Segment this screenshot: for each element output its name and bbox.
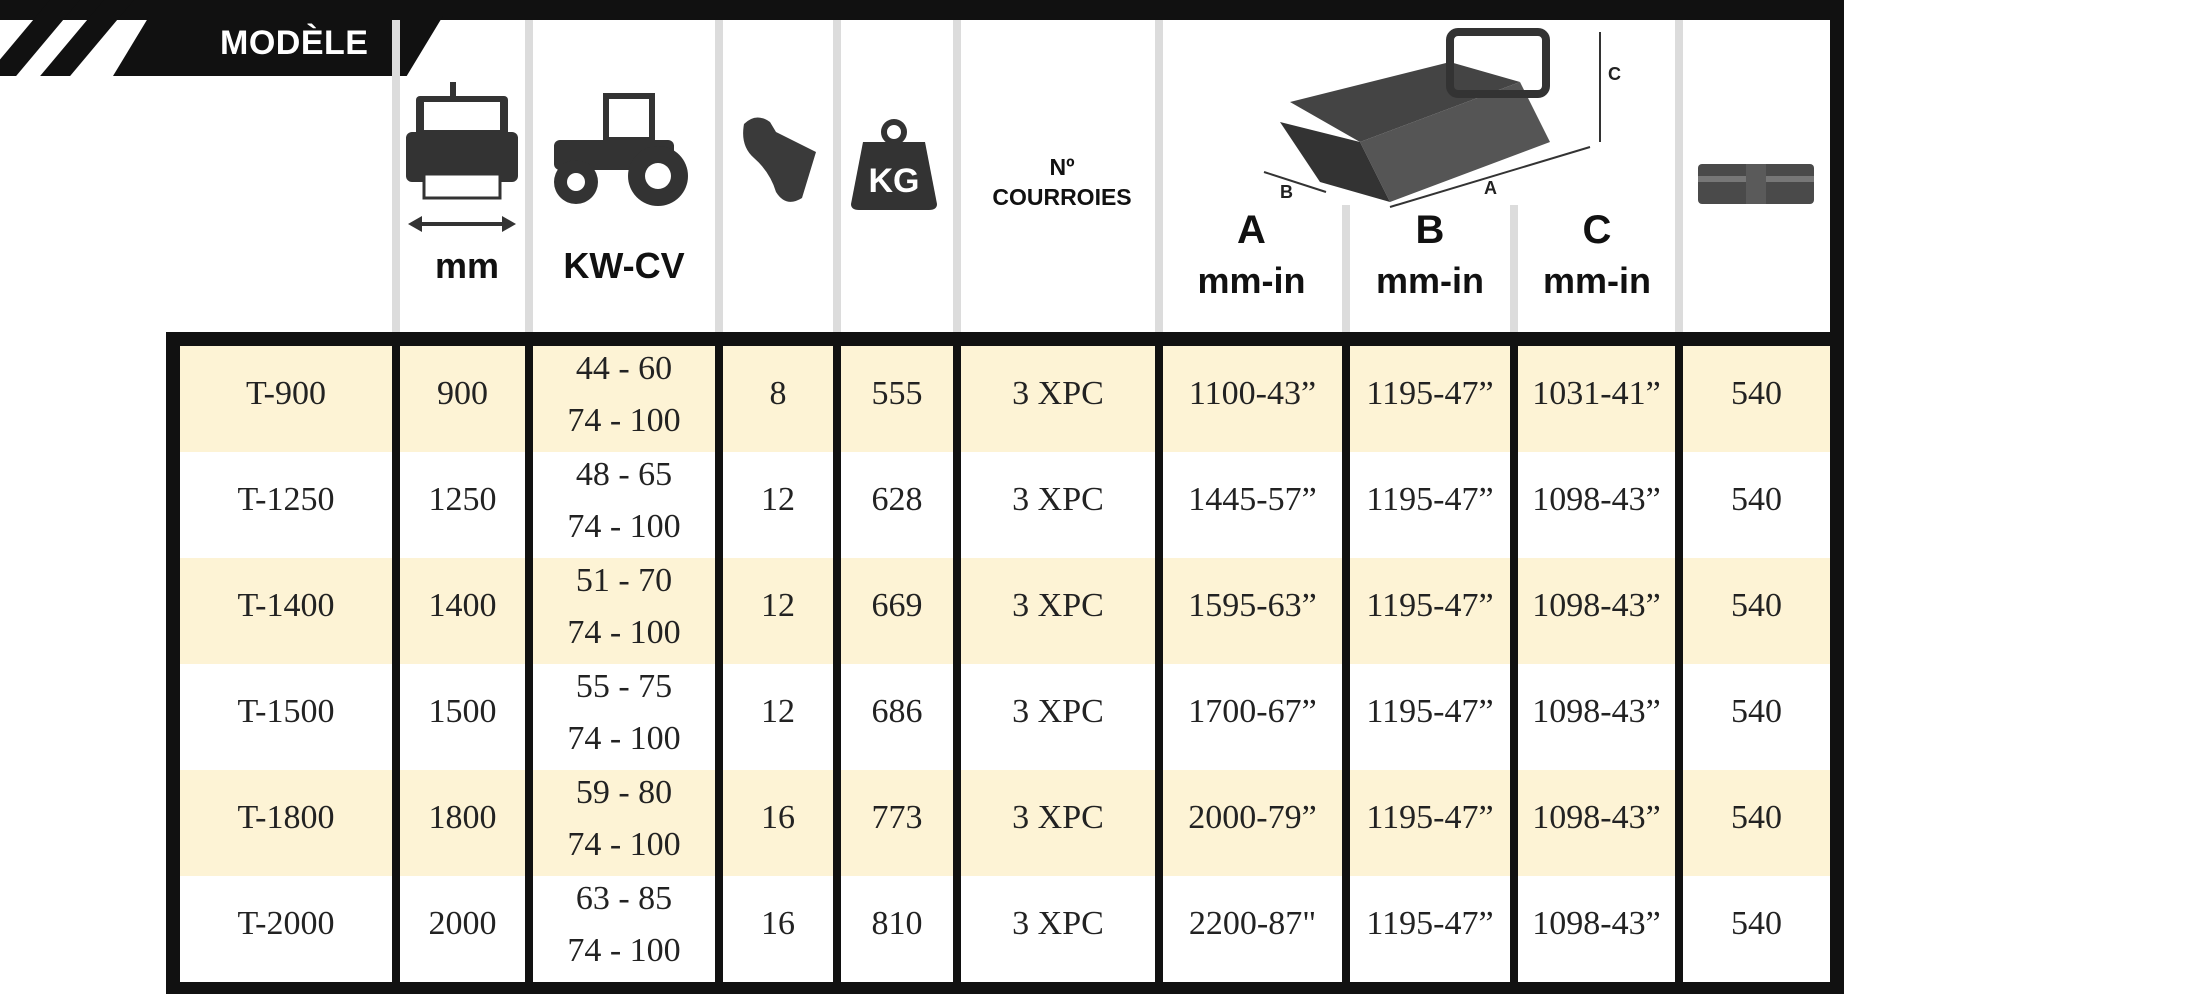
dim-b-letter: B (1415, 208, 1445, 252)
cell-dim-a: 1100-43” (1188, 375, 1317, 412)
cell-kw: 51 - 70 (575, 562, 673, 599)
cell-model: T-2000 (237, 905, 335, 942)
header-divider (1342, 205, 1350, 332)
cell-cv: 74 - 100 (567, 402, 681, 439)
cell-weight: 628 (871, 481, 923, 518)
cell-width: 2000 (428, 905, 497, 942)
cell-kw: 48 - 65 (575, 456, 673, 493)
dim-a-letter: A (1237, 208, 1266, 252)
cell-blades: 12 (761, 481, 795, 518)
cell-model: T-1500 (237, 693, 335, 730)
width-unit-label: mm (434, 245, 500, 286)
cell-pto: 540 (1731, 375, 1782, 412)
dim-c-letter: C (1582, 208, 1612, 252)
weight-icon-label: KG (868, 162, 920, 200)
belts-header-line1: Nº (1049, 154, 1075, 180)
cell-blades: 16 (761, 905, 795, 942)
cell-pto: 540 (1731, 693, 1782, 730)
cell-kw: 59 - 80 (575, 774, 673, 811)
cell-belts: 3 XPC (1012, 481, 1104, 518)
hammer-blade-icon (736, 112, 822, 208)
cell-belts: 3 XPC (1012, 587, 1104, 624)
header-divider (1675, 20, 1683, 332)
cell-pto: 540 (1731, 587, 1782, 624)
cell-blades: 16 (761, 799, 795, 836)
cell-weight: 810 (871, 905, 923, 942)
tractor-side-icon (546, 90, 696, 210)
cell-pto: 540 (1731, 481, 1782, 518)
cell-belts: 3 XPC (1012, 693, 1104, 730)
cell-kw: 63 - 85 (575, 880, 673, 917)
cell-width: 1400 (428, 587, 497, 624)
header-divider (392, 20, 400, 332)
mulcher-dimensions-diagram (1260, 22, 1621, 212)
cell-blades: 12 (761, 693, 795, 730)
cell-dim-b: 1195-47” (1366, 693, 1494, 730)
cell-cv: 74 - 100 (567, 932, 681, 969)
header-divider (833, 20, 841, 332)
column-divider (392, 332, 400, 994)
belts-header-line2: COURROIES (992, 184, 1132, 210)
cell-weight: 773 (871, 799, 923, 836)
cell-width: 1250 (428, 481, 497, 518)
power-unit-label: KW-CV (563, 245, 685, 286)
cell-blades: 12 (761, 587, 795, 624)
cell-dim-c: 1098-43” (1532, 693, 1661, 730)
weight-kg-icon (849, 118, 939, 210)
dim-a-unit: mm-in (1197, 260, 1306, 301)
cell-belts: 3 XPC (1012, 375, 1104, 412)
cell-dim-b: 1195-47” (1366, 905, 1494, 942)
column-divider (1155, 332, 1163, 994)
cell-dim-b: 1195-47” (1366, 375, 1494, 412)
cell-pto: 540 (1731, 905, 1782, 942)
svg-text:A: A (1484, 178, 1497, 198)
cell-dim-c: 1098-43” (1532, 481, 1661, 518)
svg-text:B: B (1280, 182, 1293, 202)
pto-shaft-icon (1696, 160, 1816, 208)
cell-model: T-1800 (237, 799, 335, 836)
cell-kw: 55 - 75 (575, 668, 673, 705)
cell-kw: 44 - 60 (575, 350, 673, 387)
cell-dim-a: 2000-79” (1188, 799, 1317, 836)
column-divider (1342, 332, 1350, 994)
cell-cv: 74 - 100 (567, 614, 681, 651)
header-divider (953, 20, 961, 332)
cell-dim-c: 1098-43” (1532, 799, 1661, 836)
cell-pto: 540 (1731, 799, 1782, 836)
dim-c-unit: mm-in (1543, 260, 1651, 301)
cell-cv: 74 - 100 (567, 720, 681, 757)
cell-dim-c: 1098-43” (1532, 587, 1661, 624)
cell-width: 1500 (428, 693, 497, 730)
cell-dim-a: 1700-67” (1188, 693, 1317, 730)
column-divider (715, 332, 723, 994)
cell-dim-b: 1195-47” (1366, 587, 1494, 624)
cell-belts: 3 XPC (1012, 905, 1104, 942)
cell-width: 900 (437, 375, 488, 412)
cell-dim-a: 2200-87" (1188, 905, 1317, 942)
dim-b-unit: mm-in (1376, 260, 1484, 301)
column-divider (1510, 332, 1518, 994)
cell-model: T-1400 (237, 587, 335, 624)
cell-model: T-1250 (237, 481, 335, 518)
cell-belts: 3 XPC (1012, 799, 1104, 836)
column-divider (953, 332, 961, 994)
cell-cv: 74 - 100 (567, 826, 681, 863)
svg-text:C: C (1608, 64, 1621, 84)
cell-weight: 686 (871, 693, 923, 730)
cell-dim-a: 1445-57” (1188, 481, 1317, 518)
model-column-header: MODÈLE (220, 24, 369, 62)
column-divider (833, 332, 841, 994)
tractor-rear-width-icon (402, 78, 522, 233)
cell-dim-c: 1031-41” (1532, 375, 1661, 412)
column-divider (1675, 332, 1683, 994)
cell-dim-b: 1195-47” (1366, 799, 1494, 836)
header-divider (715, 20, 723, 332)
header-divider (1510, 205, 1518, 332)
cell-cv: 74 - 100 (567, 508, 681, 545)
cell-width: 1800 (428, 799, 497, 836)
cell-weight: 669 (871, 587, 923, 624)
cell-model: T-900 (246, 375, 326, 412)
cell-dim-a: 1595-63” (1188, 587, 1317, 624)
cell-dim-b: 1195-47” (1366, 481, 1494, 518)
column-divider (525, 332, 533, 994)
cell-weight: 555 (871, 375, 923, 412)
cell-blades: 8 (769, 375, 787, 412)
cell-dim-c: 1098-43” (1532, 905, 1661, 942)
